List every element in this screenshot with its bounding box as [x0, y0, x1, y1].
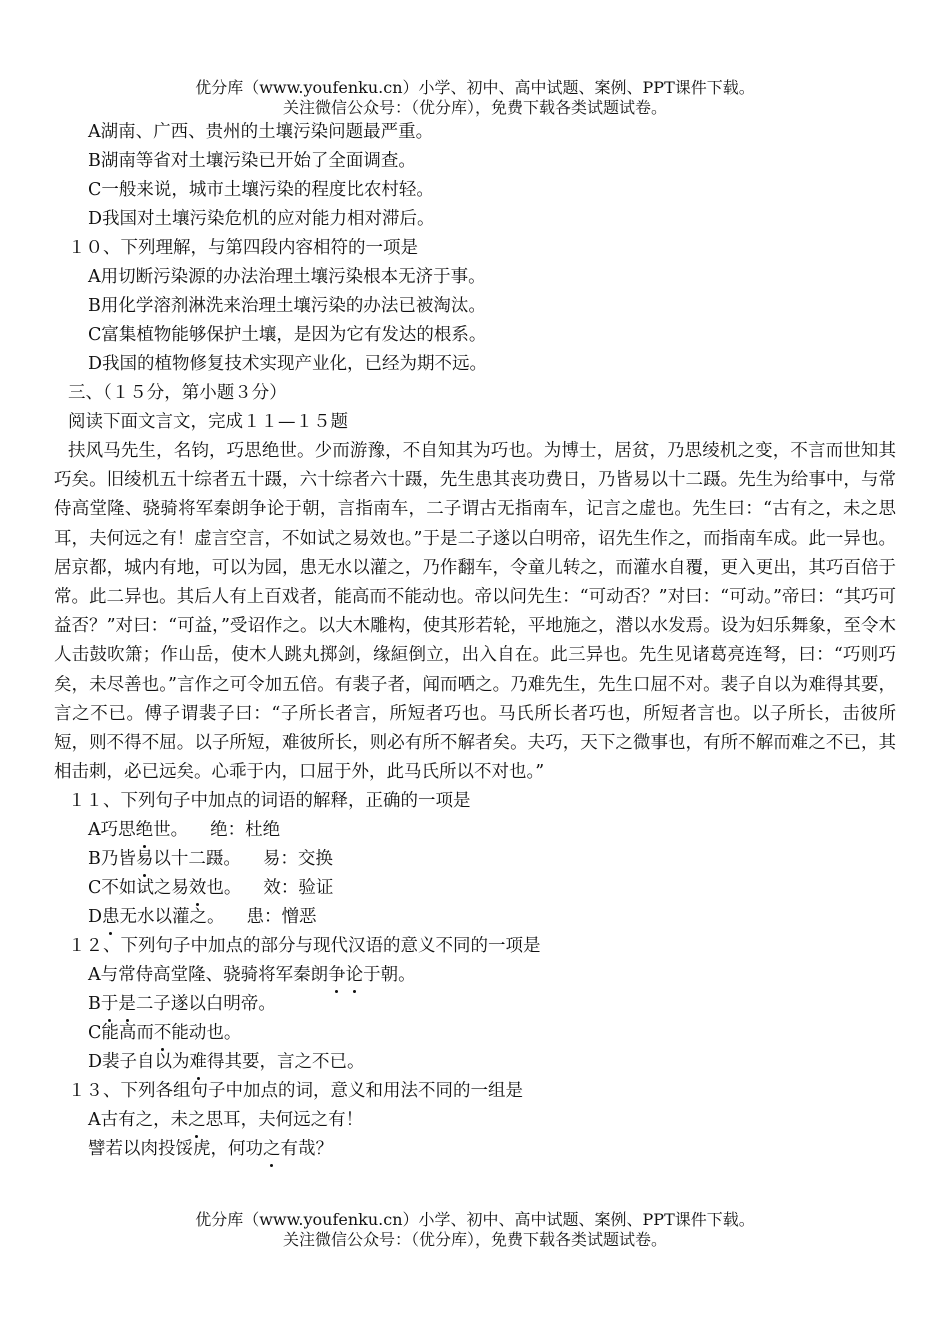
q11-c-gloss: 效：验证 [263, 878, 334, 899]
q11-d-dotted-word: 患 [102, 903, 120, 932]
q11-a-text-post: 世。 [153, 820, 189, 841]
page-footer [0, 1210, 950, 1250]
q12-a-dotted-char-1: 争 [328, 961, 346, 990]
q11-a-gloss: 绝：杜绝 [210, 820, 281, 841]
classical-passage: 扶风马先生，名钧，巧思绝世。少而游豫，不自知其为巧也。为博士，居贫，乃思绫机之变，不言而世知其巧矣。旧绫机五十综者五十蹑，六十综者六十蹑，先生患其丧功费日，乃皆易以十二蹑。先生为给事中，与常侍高堂隆、骁骑将军秦朗争论于朝，言指南车，二子谓古无指南车，记言之虚也。先生曰：“古有之，未之思耳，夫何远之有！虚言空言，不如试之易效也。”于是二子遂以白明帝，诏先生作之，而指南车成。此一异也。居京都，城内有地，可以为园，患无水以灌之，乃作翻车，令童儿转之，而灌水自覆，更入更出，其巧百倍于常。此二异也。其后人有上百戏者，能高而不能动也。帝以问先生：“可动否？”对曰：“可动。”帝曰：“其巧可益否？”对曰：“可益，”受诏作之。以大木雕构，使其形若轮，平地施之，潜以水发焉。设为妇乐舞象，至令木人击鼓吹箫；作山岳，使木人跳丸掷剑，缘絙倒立，出入自在。此三异也。先生见诸葛亮连弩，曰：“巧则巧矣，未尽善也。”言作之可令加五倍。有裴子者，闻而哂之。乃难先生，先生口屈不对。裴子自以为难得其要，言之不已。傅子谓裴子曰：“子所长者言，所短者巧也。马氏所长者巧也，所短者言也。以子所长，击彼所短，则不得不屈。以子所短，难彼所长，则必有所不解者矣。夫巧，天下之微事也，有所不解而难之不已，其相击刺，必已远矣。心乖于内，口屈于外，此马氏所以不对也。” [54, 441, 896, 783]
q13-a2-dotted-char: 之 [263, 1135, 281, 1164]
q10-option-c: C富集植物能够保护土壤，是因为它有发达的根系。 [88, 325, 487, 345]
q13-a1-dotted-char: 之 [188, 1106, 206, 1135]
q12-option-a [54, 961, 896, 990]
header-line-1: 优分库（www.youfenku.cn）小学、初中、高中试题、案例、PPT课件下载。 [195, 78, 755, 97]
q11-d-gloss: 患：憎恶 [246, 907, 317, 928]
footer-line-2: 关注微信公众号：（优分库），免费下载各类试题试卷。 [282, 1230, 667, 1249]
q13-option-a-line-1 [54, 1106, 896, 1135]
q11-c-text-pre: C不如试之易 [88, 878, 189, 899]
q12-option-c [54, 1019, 896, 1048]
q12-stem: １２、下列句子中加点的部分与现代汉语的意义不同的一项是 [68, 936, 541, 957]
page-header [0, 78, 950, 118]
q11-option-b [54, 845, 896, 874]
q13-stem: １３、下列各组句子中加点的词，意义和用法不同的一组是 [68, 1081, 523, 1102]
q11-d-text-post: 无水以灌之。 [119, 907, 225, 928]
q12-d-text-pre: D裴子自以为 [88, 1052, 190, 1073]
q12-d-dotted-char: 难 [190, 1048, 208, 1077]
q13-a2-text-post: 有哉？ [280, 1139, 333, 1160]
exam-content [54, 118, 896, 1164]
q12-b-dotted-char-1: 于 [101, 990, 119, 1019]
q11-d-text-pre: D [88, 907, 103, 928]
q11-option-d [54, 903, 896, 932]
q9-option-a: A湖南、广西、贵州的土壤污染问题最严重。 [88, 122, 434, 142]
q12-option-b [54, 990, 896, 1019]
q12-a-text-post: 于朝。 [363, 965, 416, 986]
q12-d-text-post: 得其要，言之不已。 [207, 1052, 365, 1073]
q11-b-gloss: 易：交换 [262, 849, 333, 870]
q9-option-c: C一般来说，城市土壤污染的程度比农村轻。 [88, 180, 434, 200]
q10-option-b: B用化学溶剂淋洗来治理土壤污染的办法已被淘汰。 [88, 296, 486, 316]
q11-a-text-pre: A巧思 [88, 820, 136, 841]
q13-a2-text-pre: 譬若以肉投馁虎，何功 [88, 1139, 263, 1160]
q10-stem: １０、下列理解，与第四段内容相符的一项是 [68, 238, 418, 258]
q12-c-text-pre: C能高而 [88, 1023, 154, 1044]
q12-b-text-post: 二子遂以白明帝。 [135, 994, 276, 1015]
q11-option-a [54, 816, 896, 845]
q11-option-c [54, 874, 896, 903]
q11-b-dotted-word: 易 [136, 845, 154, 874]
q9-option-b: B湖南等省对土壤污染已开始了全面调查。 [88, 151, 416, 171]
q13-option-a-line-2 [54, 1135, 896, 1164]
q12-c-dotted-char: 不 [154, 1019, 172, 1048]
q12-c-text-post: 能动也。 [171, 1023, 242, 1044]
section-3-title: 三、（１５分，第小题３分） [68, 383, 287, 403]
q10-option-d: D我国的植物修复技术实现产业化，已经为期不远。 [88, 354, 488, 374]
q12-a-text-pre: A与常侍高堂隆、骁骑将军秦朗 [88, 965, 329, 986]
section-3-instruction: 阅读下面文言文，完成１１—１５题 [68, 412, 348, 432]
q11-c-text-post: 也。 [206, 878, 242, 899]
q9-option-d: D我国对土壤污染危机的应对能力相对滞后。 [88, 209, 435, 229]
q11-b-text-pre: B乃皆 [88, 849, 136, 870]
q12-option-d [54, 1048, 896, 1077]
footer-line-1: 优分库（www.youfenku.cn）小学、初中、高中试题、案例、PPT课件下载。 [195, 1210, 755, 1229]
q11-c-dotted-word: 效 [189, 874, 207, 903]
q11-a-dotted-word: 绝 [136, 816, 154, 845]
q12-b-dotted-char-2: 是 [118, 990, 136, 1019]
q12-a-dotted-char-2: 论 [346, 961, 364, 990]
q13-a1-text-pre: A古有之，未 [88, 1110, 189, 1131]
q10-option-a: A用切断污染源的办法治理土壤污染根本无济于事。 [88, 267, 486, 287]
q12-b-text-pre: B [88, 994, 101, 1015]
q13-a1-text-post: 思耳，夫何远之有！ [205, 1110, 364, 1131]
q11-stem: １１、下列句子中加点的词语的解释，正确的一项是 [68, 791, 471, 812]
q11-b-text-post: 以十二蹑。 [153, 849, 241, 870]
header-line-2: 关注微信公众号：（优分库），免费下载各类试题试卷。 [282, 98, 667, 117]
